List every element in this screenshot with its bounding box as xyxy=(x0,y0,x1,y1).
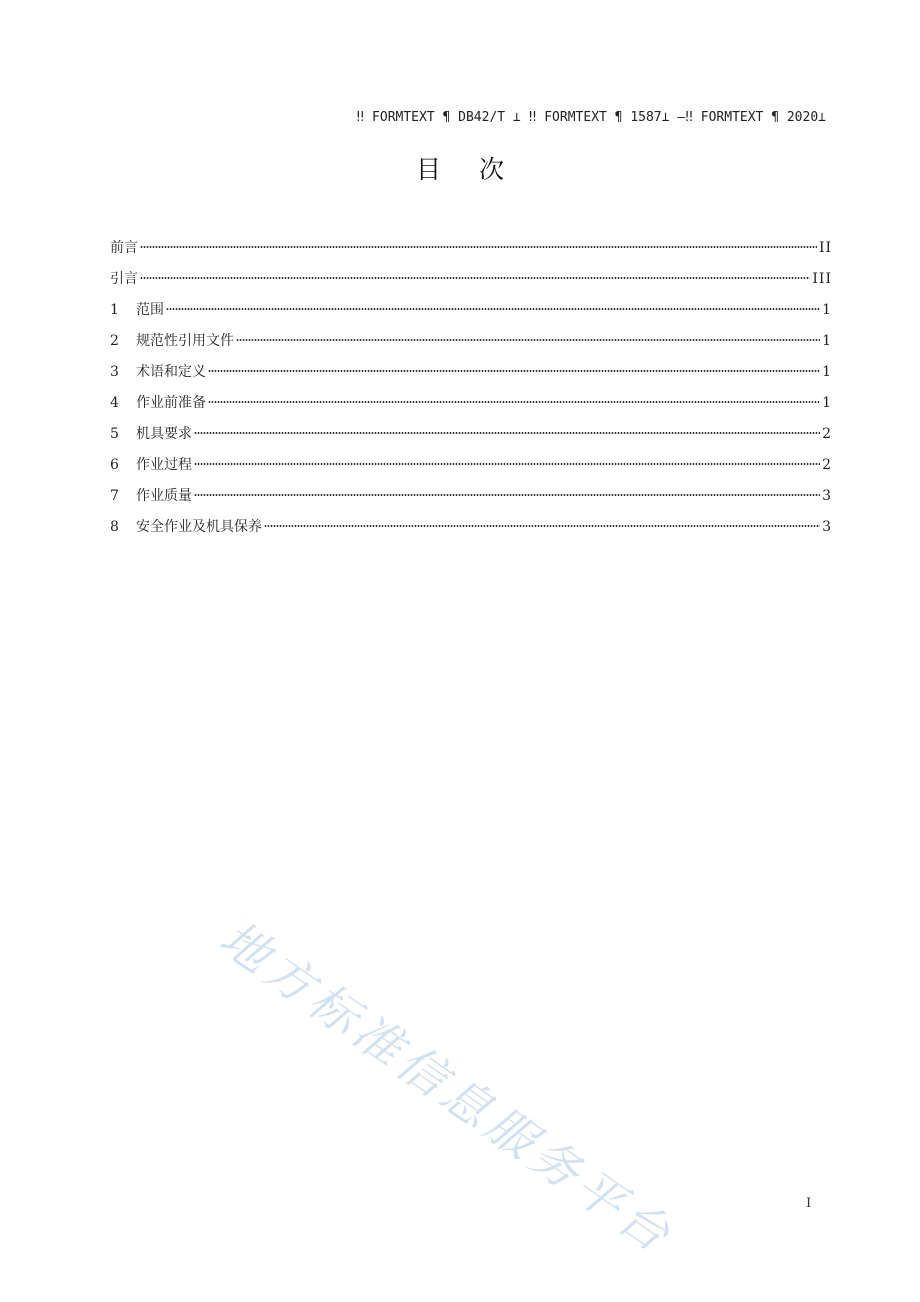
toc-entry-number: 3 xyxy=(110,364,119,380)
toc-entry-label: 作业过程 xyxy=(136,457,192,473)
toc-entry-introduction[interactable] xyxy=(110,267,832,298)
toc-entry-number: 6 xyxy=(110,457,119,473)
toc-entry-label: 前言 xyxy=(110,240,138,256)
toc-leader-dots xyxy=(140,277,810,279)
toc-entry-label: 规范性引用文件 xyxy=(136,333,234,349)
toc-entry-7[interactable] xyxy=(110,484,832,515)
toc-entry-4[interactable] xyxy=(110,391,832,422)
toc-entry-number: 7 xyxy=(110,488,119,504)
toc-entry-foreword[interactable] xyxy=(110,236,832,267)
toc-leader-dots xyxy=(194,463,820,465)
toc-entry-page: 2 xyxy=(822,426,832,442)
toc-entry-number: 5 xyxy=(110,426,119,442)
toc-entry-1[interactable] xyxy=(110,298,832,329)
toc-entry-number: 4 xyxy=(110,395,119,411)
toc-entry-number: 2 xyxy=(110,333,119,349)
toc-entry-label: 作业前准备 xyxy=(136,395,206,411)
toc-leader-dots xyxy=(166,308,820,310)
toc-entry-label: 机具要求 xyxy=(136,426,192,442)
toc-leader-dots xyxy=(194,494,820,496)
toc-entry-page: 1 xyxy=(822,333,832,349)
toc-entry-page: 1 xyxy=(822,395,832,411)
toc-entry-label: 术语和定义 xyxy=(136,364,206,380)
toc-entry-page: 3 xyxy=(822,488,832,504)
toc-entry-page: 1 xyxy=(822,302,832,318)
toc-entry-label: 范围 xyxy=(136,302,164,318)
page-title: 目次 xyxy=(415,155,542,184)
toc-entry-label: 安全作业及机具保养 xyxy=(136,519,262,535)
toc-entry-3[interactable] xyxy=(110,360,832,391)
toc-leader-dots xyxy=(264,525,820,527)
toc-entry-number: 8 xyxy=(110,519,119,535)
toc-entry-label: 引言 xyxy=(110,271,138,287)
watermark-text: 地方标准信息服务平台 xyxy=(209,910,684,1266)
toc-entry-8[interactable] xyxy=(110,515,832,546)
toc-entry-page: II xyxy=(818,240,832,256)
toc-entry-number: 1 xyxy=(110,302,119,318)
toc-leader-dots xyxy=(208,401,820,403)
toc-entry-page: 3 xyxy=(822,519,832,535)
toc-leader-dots xyxy=(236,339,820,341)
toc-entry-6[interactable] xyxy=(110,453,832,484)
toc-entry-label: 作业质量 xyxy=(136,488,192,504)
standard-code-header: ‼ FORMTEXT ¶ DB42/T ⊥ ‼ FORMTEXT ¶ 1587⊥ —‼ FORMTEXT ¶ 2020⊥ xyxy=(356,110,826,125)
toc-leader-dots xyxy=(194,432,820,434)
toc-entry-5[interactable] xyxy=(110,422,832,453)
toc-entry-page: 2 xyxy=(822,457,832,473)
page-number: I xyxy=(806,1196,812,1211)
toc-entry-2[interactable] xyxy=(110,329,832,360)
toc-entry-page: III xyxy=(812,271,832,287)
table-of-contents xyxy=(110,236,832,546)
toc-leader-dots xyxy=(140,246,817,248)
toc-leader-dots xyxy=(208,370,820,372)
toc-entry-page: 1 xyxy=(822,364,832,380)
